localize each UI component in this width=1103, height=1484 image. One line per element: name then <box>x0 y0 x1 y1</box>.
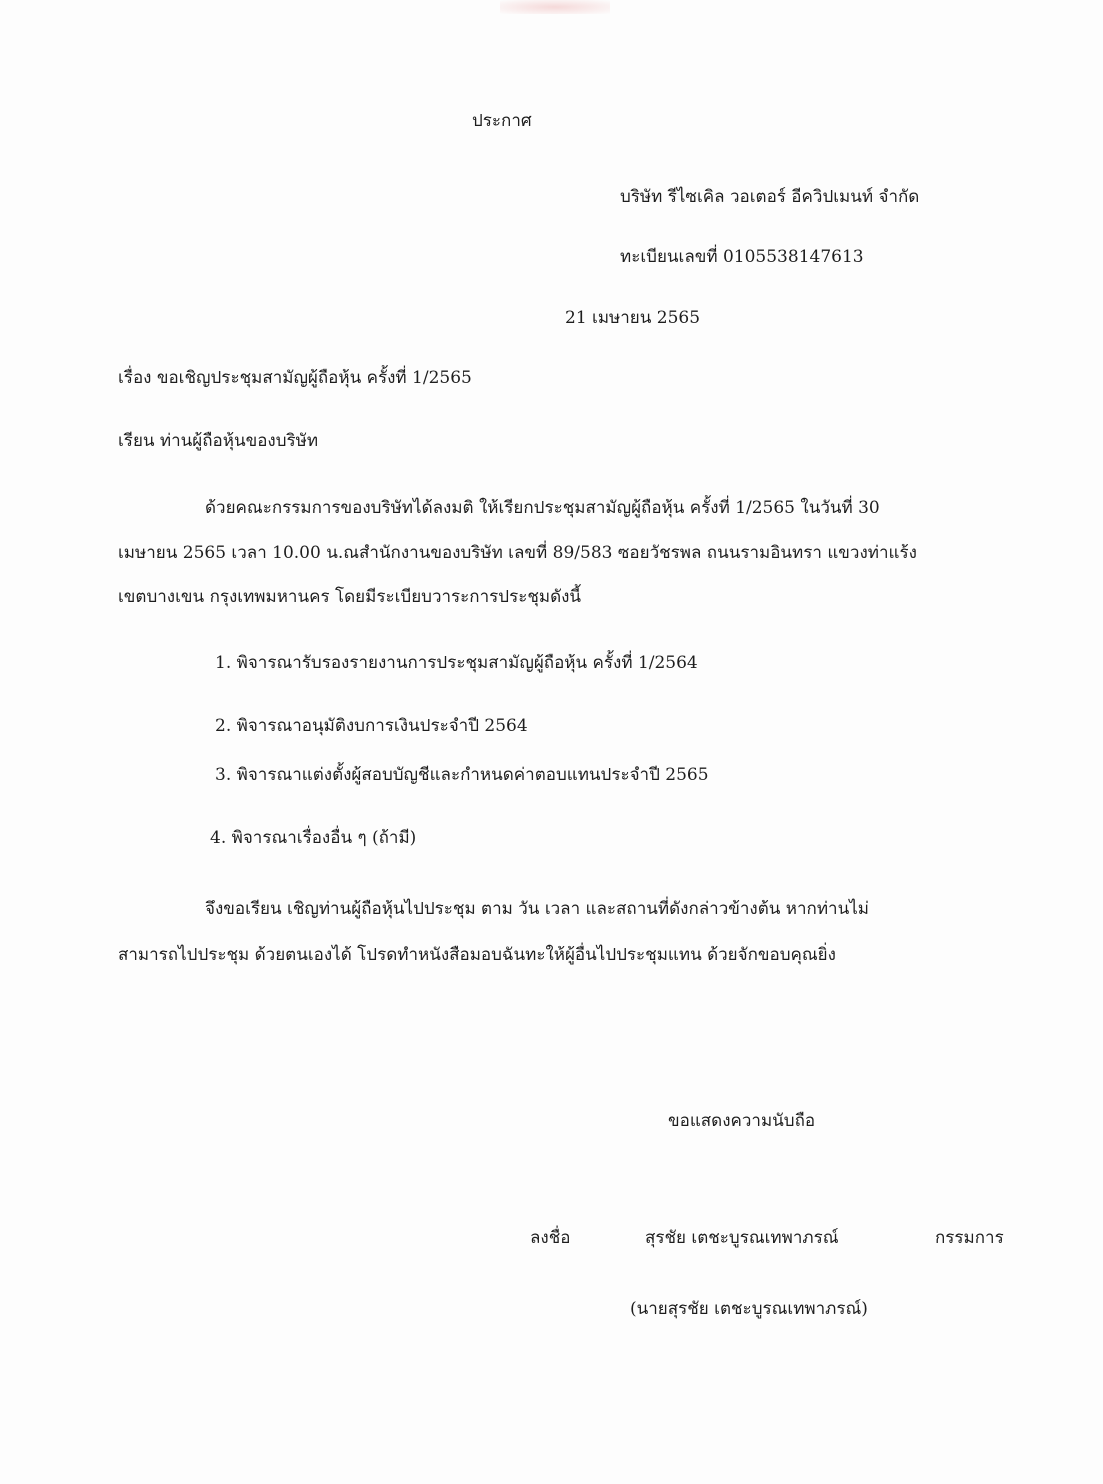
paragraph1-line: ด้วยคณะกรรมการของบริษัทได้ลงมติ ให้เรียกประชุมสามัญผู้ถือหุ้น ครั้งที่ 1/2565 ในวันที่ 30 <box>205 498 880 518</box>
paragraph2-line: สามารถไปประชุม ด้วยตนเองได้ โปรดทำหนังสือมอบฉันทะให้ผู้อื่นไปประชุมแทน ด้วยจักขอบคุณยิ่ง <box>118 945 836 965</box>
agenda-item: 3. พิจารณาแต่งตั้งผู้สอบบัญชีและกำหนดค่าตอบแทนประจำปี 2565 <box>215 765 709 785</box>
stain-mark <box>500 0 610 14</box>
agenda-item: 4. พิจารณาเรื่องอื่น ๆ (ถ้ามี) <box>210 828 417 848</box>
paragraph2-line: จึงขอเรียน เชิญท่านผู้ถือหุ้นไปประชุม ตาม วัน เวลา และสถานที่ดังกล่าวข้างต้น หากท่านไม่ <box>205 899 869 919</box>
company-name: บริษัท รีไซเคิล วอเตอร์ อีควิปเมนท์ จำกัด <box>620 187 920 207</box>
agenda-item: 2. พิจารณาอนุมัติงบการเงินประจำปี 2564 <box>215 716 528 736</box>
paragraph1-line: เมษายน 2565 เวลา 10.00 น.ณสำนักงานของบริษัท เลขที่ 89/583 ซอยวัชรพล ถนนรามอินทรา แขวงท่าแร้ง <box>118 543 917 563</box>
registration-number: ทะเบียนเลขที่ 0105538147613 <box>620 247 864 267</box>
signer-name: สุรชัย เตชะบูรณเทพาภรณ์ <box>645 1228 839 1248</box>
salutation-line: เรียน ท่านผู้ถือหุ้นของบริษัท <box>118 431 319 451</box>
sign-label: ลงชื่อ <box>530 1228 571 1248</box>
printed-name: (นายสุรชัย เตชะบูรณเทพาภรณ์) <box>630 1299 868 1319</box>
subject-line: เรื่อง ขอเชิญประชุมสามัญผู้ถือหุ้น ครั้งที่ 1/2565 <box>118 368 472 388</box>
closing-line: ขอแสดงความนับถือ <box>668 1111 816 1131</box>
document-date: 21 เมษายน 2565 <box>565 308 701 328</box>
announcement-heading: ประกาศ <box>472 111 532 131</box>
agenda-item: 1. พิจารณารับรองรายงานการประชุมสามัญผู้ถือหุ้น ครั้งที่ 1/2564 <box>215 653 698 673</box>
signer-position: กรรมการ <box>935 1228 1004 1248</box>
paragraph1-line: เขตบางเขน กรุงเทพมหานคร โดยมีระเบียบวาระการประชุมดังนี้ <box>118 587 582 607</box>
